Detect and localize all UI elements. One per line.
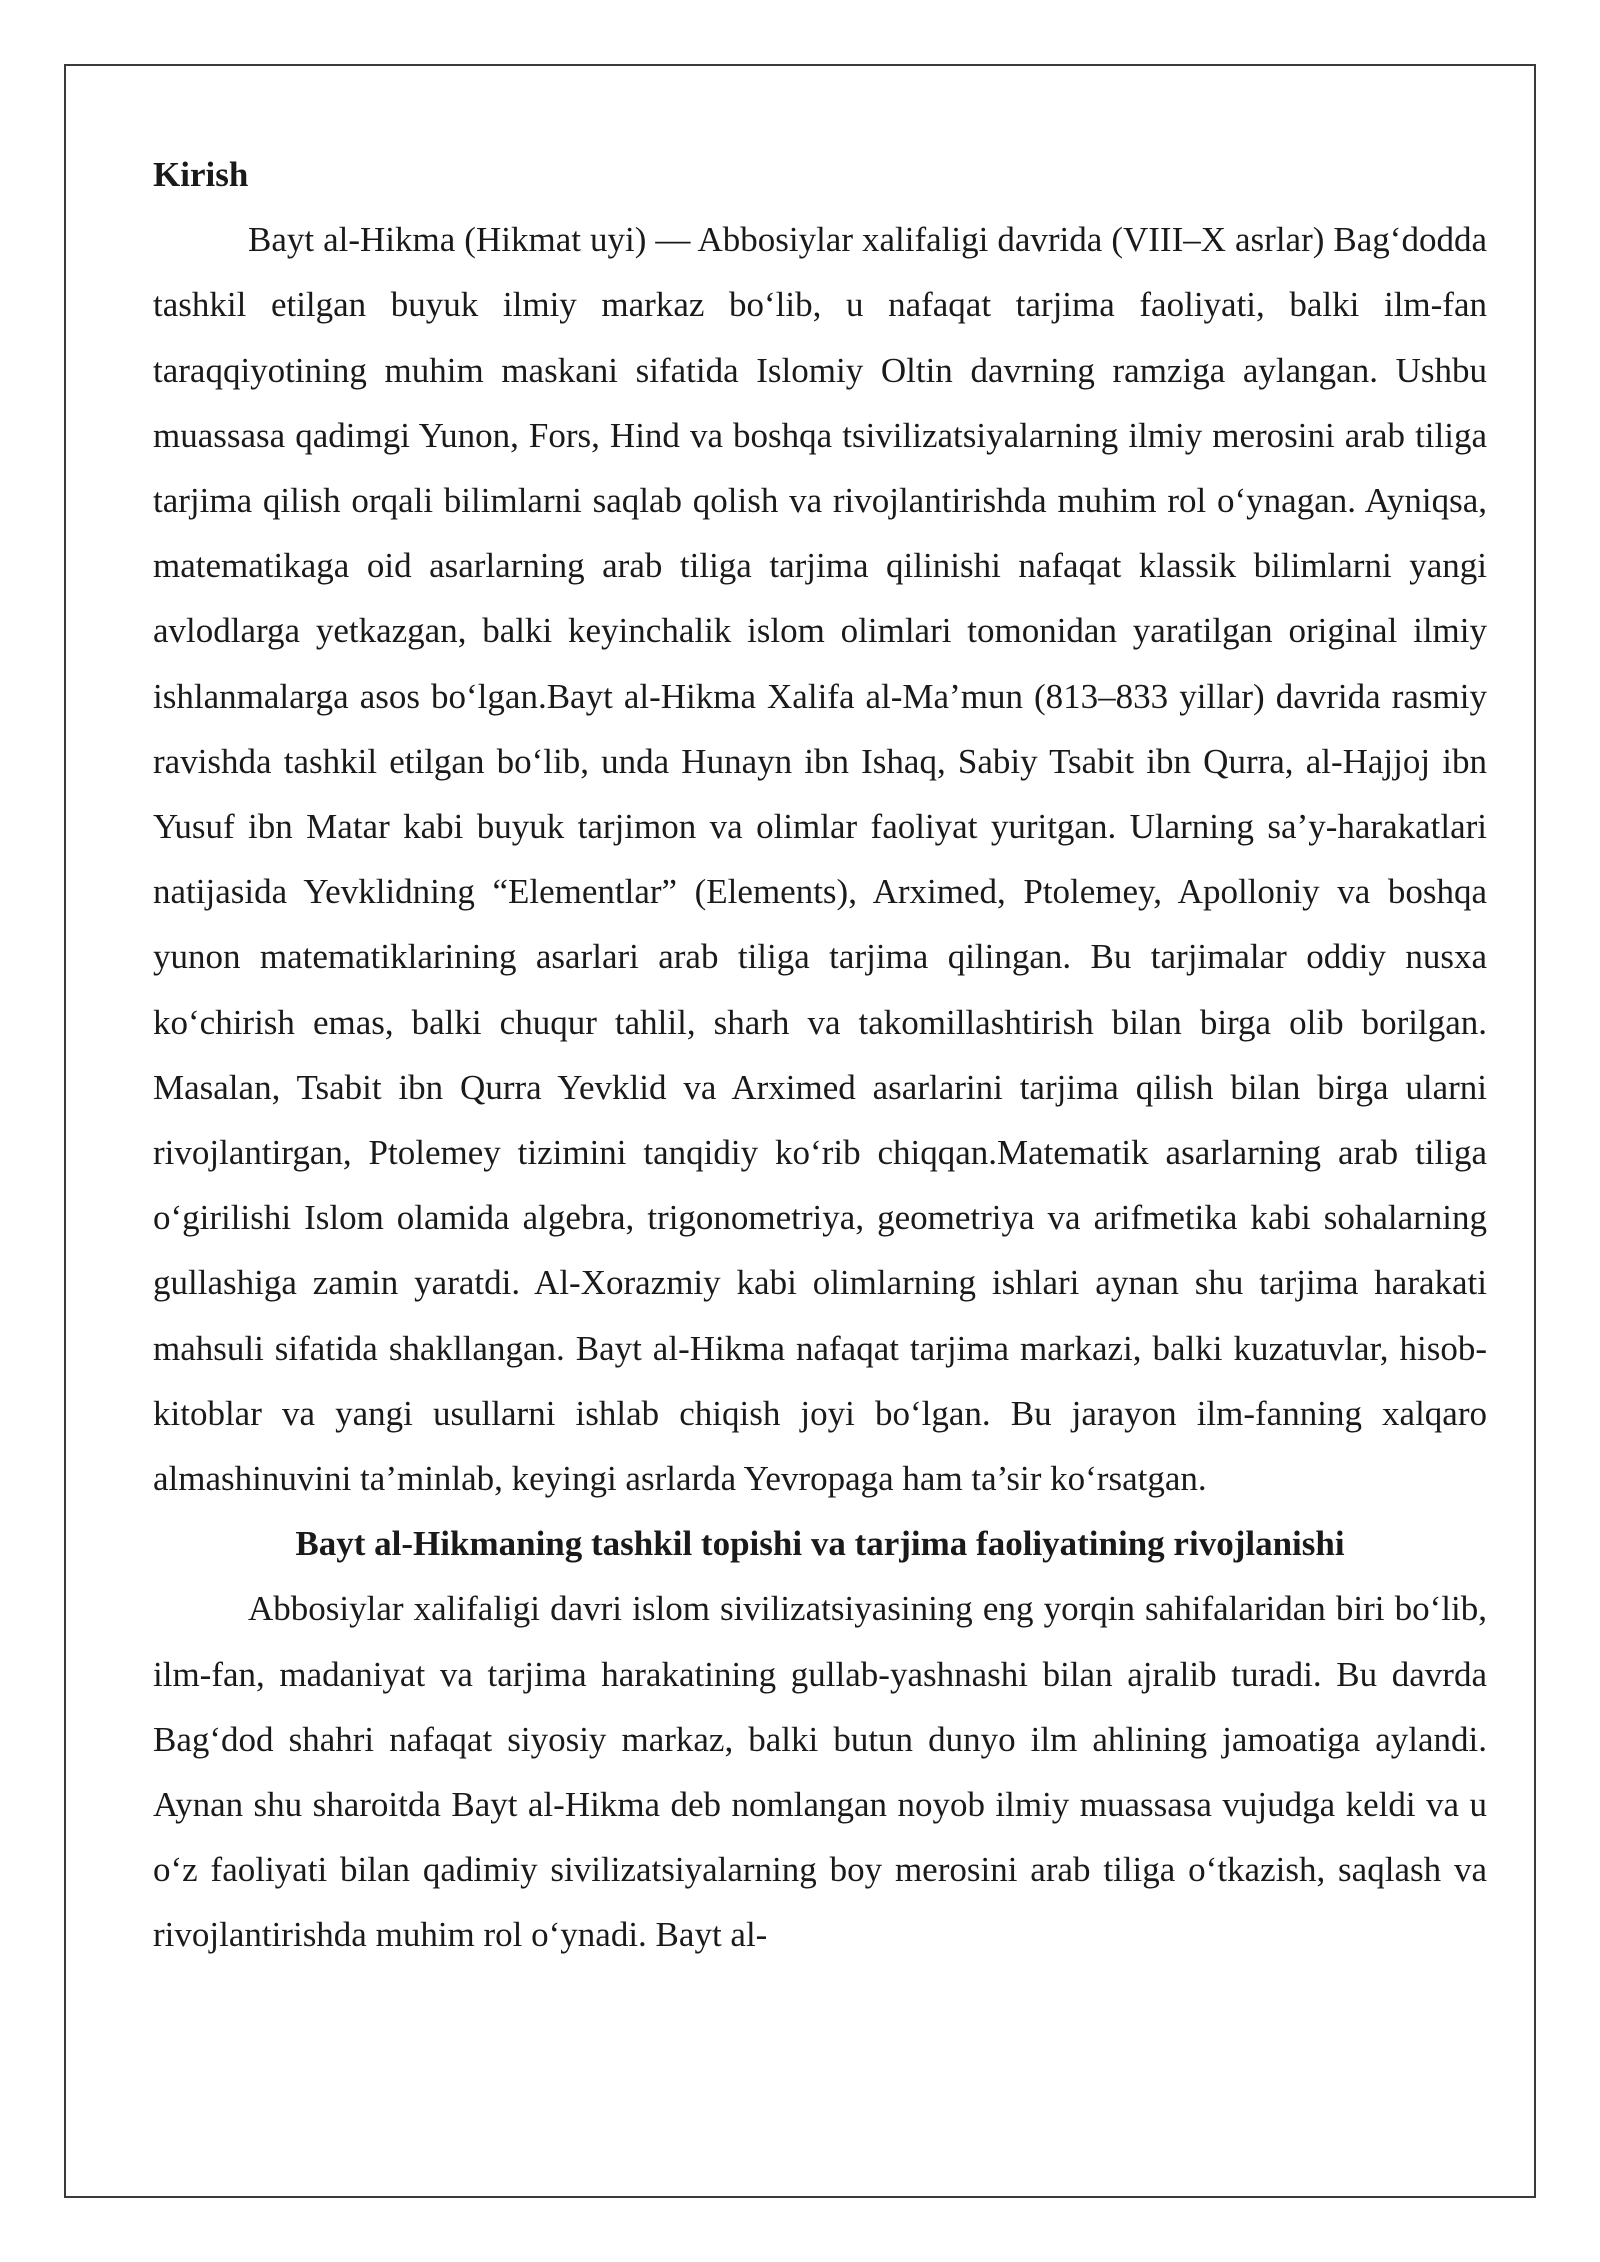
section-paragraph: Abbosiylar xalifaligi davri islom sivilizatsiyasining eng yorqin sahifalaridan biri bo‘lib, ilm-fan, madaniyat va tarjima harakatining gullab-yashnashi bilan ajralib turadi. Bu davrda Bag‘dod shahri nafaqat siyosiy markaz, balki butun dunyo ilm ahlining jamoatiga aylandi. Aynan shu sharoitda Bayt al-Hikma deb nomlangan noyob ilmiy muassasa vujudga keldi va u o‘z faoliyati bilan qadimiy sivilizatsiyalarning boy merosini arab tiliga o‘tkazish, saqlash va rivojlantirishda muhim rol o‘ynadi. Bayt al-: [153, 1589, 1487, 1955]
intro-heading: Kirish: [153, 155, 249, 194]
section-heading: Bayt al-Hikmaning tashkil topishi va tarjima faoliyatining rivojlanishi: [295, 1524, 1345, 1564]
document-body: [153, 142, 1487, 1968]
intro-paragraph: Bayt al-Hikma (Hikmat uyi) — Abbosiylar xalifaligi davrida (VIII–X asrlar) Bag‘dodda tashkil etilgan buyuk ilmiy markaz bo‘lib, u nafaqat tarjima faoliyati, balki ilm-fan taraqqiyotining muhim maskani sifatida Islomiy Oltin davrning ramziga aylangan. Ushbu muassasa qadimgi Yunon, Fors, Hind va boshqa tsivilizatsiyalarning ilmiy merosini arab tiliga tarjima qilish orqali bilimlarni saqlab qolish va rivojlantirishda muhim rol o‘ynagan. Ayniqsa, matematikaga oid asarlarning arab tiliga tarjima qilinishi nafaqat klassik bilimlarni yangi avlodlarga yetkazgan, balki keyinchalik islom olimlari tomonidan yaratilgan original ilmiy ishlanmalarga asos bo‘lgan.Bayt al-Hikma Xalifa al-Ma’mun (813–833 yillar) davrida rasmiy ravishda tashkil etilgan bo‘lib, unda Hunayn ibn Ishaq, Sabiy Tsabit ibn Qurra, al-Hajjoj ibn Yusuf ibn Matar kabi buyuk tarjimon va olimlar faoliyat yuritgan. Ularning sa’y-harakatlari natijasida Yevklidning “Elementlar” (Elements), Arximed, Ptolemey, Apolloniy va boshqa yunon matematiklarining asarlari arab tiliga tarjima qilingan. Bu tarjimalar oddiy nusxa ko‘chirish emas, balki chuqur tahlil, sharh va takomillashtirish bilan birga olib borilgan. Masalan, Tsabit ibn Qurra Yevklid va Arximed asarlarini tarjima qilish bilan birga ularni rivojlantirgan, Ptolemey tizimini tanqidiy ko‘rib chiqqan.Matematik asarlarning arab tiliga o‘girilishi Islom olamida algebra, trigonometriya, geometriya va arifmetika kabi sohalarning gullashiga zamin yaratdi. Al-Xorazmiy kabi olimlarning ishlari aynan shu tarjima harakati mahsuli sifatida shakllangan. Bayt al-Hikma nafaqat tarjima markazi, balki kuzatuvlar, hisob-kitoblar va yangi usullarni ishlab chiqish joyi bo‘lgan. Bu jarayon ilm-fanning xalqaro almashinuvini ta’minlab, keyingi asrlarda Yevropaga ham ta’sir ko‘rsatgan.: [153, 220, 1487, 1499]
